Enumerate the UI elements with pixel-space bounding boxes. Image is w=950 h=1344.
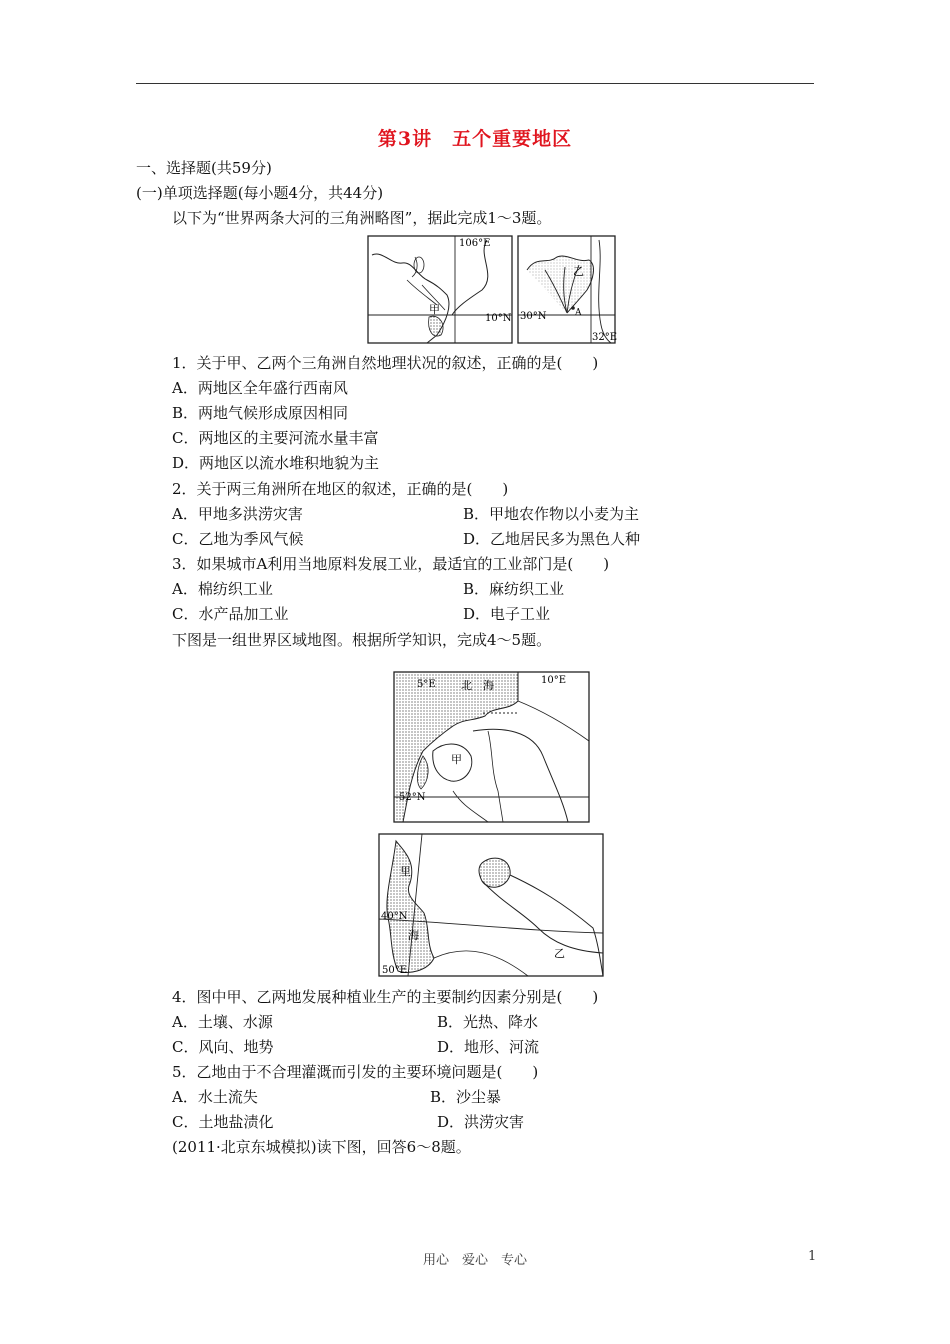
region-yi-label: 乙 (554, 947, 565, 960)
intro-q4-5: 下图是一组世界区域地图。根据所学知识，完成4～5题。 (172, 631, 552, 649)
q3-option-a: A．棉纺织工业 (172, 580, 273, 598)
q5-option-d: D．洪涝灾害 (437, 1113, 525, 1131)
left-lon-label: 106°E (459, 238, 491, 249)
page-footer: 用心 爱心 专心 (422, 1253, 527, 1268)
sea-hai-label: 海 (408, 929, 419, 942)
lon-10e-label: 10°E (541, 675, 567, 686)
lon-50e-label: 50°E (382, 965, 408, 976)
right-lon-label: 32°E (592, 332, 617, 343)
q3-option-b: B．麻纺织工业 (463, 580, 565, 598)
q2-option-c: C．乙地为季风气候 (172, 530, 304, 548)
region-jia-label: 甲 (451, 753, 462, 766)
section-heading: 一、选择题(共59分) (136, 159, 272, 177)
q2-option-d: D．乙地居民多为黑色人种 (463, 530, 641, 548)
north-sea-map (393, 671, 590, 823)
left-lat-label: 10°N (485, 313, 512, 324)
q1-option-a: A．两地区全年盛行西南风 (172, 379, 348, 397)
delta-maps-figure (367, 235, 617, 345)
q4-option-a: A．土壤、水源 (172, 1013, 273, 1031)
sea-li-label: 里 (400, 865, 411, 878)
q1-option-d: D．两地区以流水堆积地貌为主 (172, 454, 380, 472)
q2-option-a: A．甲地多洪涝灾害 (172, 505, 303, 523)
q4-option-c: C．风向、地势 (172, 1038, 274, 1056)
page-number: 1 (808, 1249, 817, 1264)
subsection-heading: (一)单项选择题(每小题4分，共44分) (136, 184, 384, 202)
intro-q1-3: 以下为“世界两条大河的三角洲略图”，据此完成1～3题。 (172, 209, 552, 227)
q3-option-c: C．水产品加工业 (172, 605, 289, 623)
lon-5e-label: 5°E (417, 679, 436, 690)
north-sea-label: 北 海 (461, 679, 494, 692)
lat-40n-label: 40°N (381, 911, 408, 922)
nile-delta-map (518, 236, 617, 343)
q4-option-b: B．光热、降水 (437, 1013, 539, 1031)
left-region-label: 甲 (429, 303, 440, 316)
question-4: 4．图中甲、乙两地发展种植业生产的主要制约因素分别是( ) (172, 988, 599, 1006)
q5-option-a: A．水土流失 (172, 1088, 258, 1106)
intro-q6-8: (2011·北京东城模拟)读下图，回答6～8题。 (172, 1138, 471, 1156)
q3-option-d: D．电子工业 (463, 605, 551, 623)
page-title: 第3讲 五个重要地区 (377, 128, 573, 150)
q1-option-b: B．两地气候形成原因相同 (172, 404, 349, 422)
q1-option-c: C．两地区的主要河流水量丰富 (172, 429, 379, 447)
lat-52n-label: 52°N (399, 792, 426, 803)
question-1: 1．关于甲、乙两个三角洲自然地理状况的叙述，正确的是( ) (172, 354, 599, 372)
point-a-label: A (575, 308, 582, 318)
mekong-delta-map (368, 236, 512, 343)
question-3: 3．如果城市A利用当地原料发展工业，最适宜的工业部门是( ) (172, 555, 610, 573)
header-rule (136, 83, 814, 84)
right-lat-label: 30°N (520, 311, 547, 322)
q5-option-c: C．土地盐渍化 (172, 1113, 274, 1131)
q4-option-d: D．地形、河流 (437, 1038, 540, 1056)
question-2: 2．关于两三角洲所在地区的叙述，正确的是( ) (172, 480, 509, 498)
q2-option-b: B．甲地农作物以小麦为主 (463, 505, 640, 523)
caspian-sea-map (378, 833, 604, 977)
q5-option-b: B．沙尘暴 (430, 1088, 502, 1106)
right-region-label: 乙 (573, 265, 584, 278)
question-5: 5．乙地由于不合理灌溉而引发的主要环境问题是( ) (172, 1063, 539, 1081)
